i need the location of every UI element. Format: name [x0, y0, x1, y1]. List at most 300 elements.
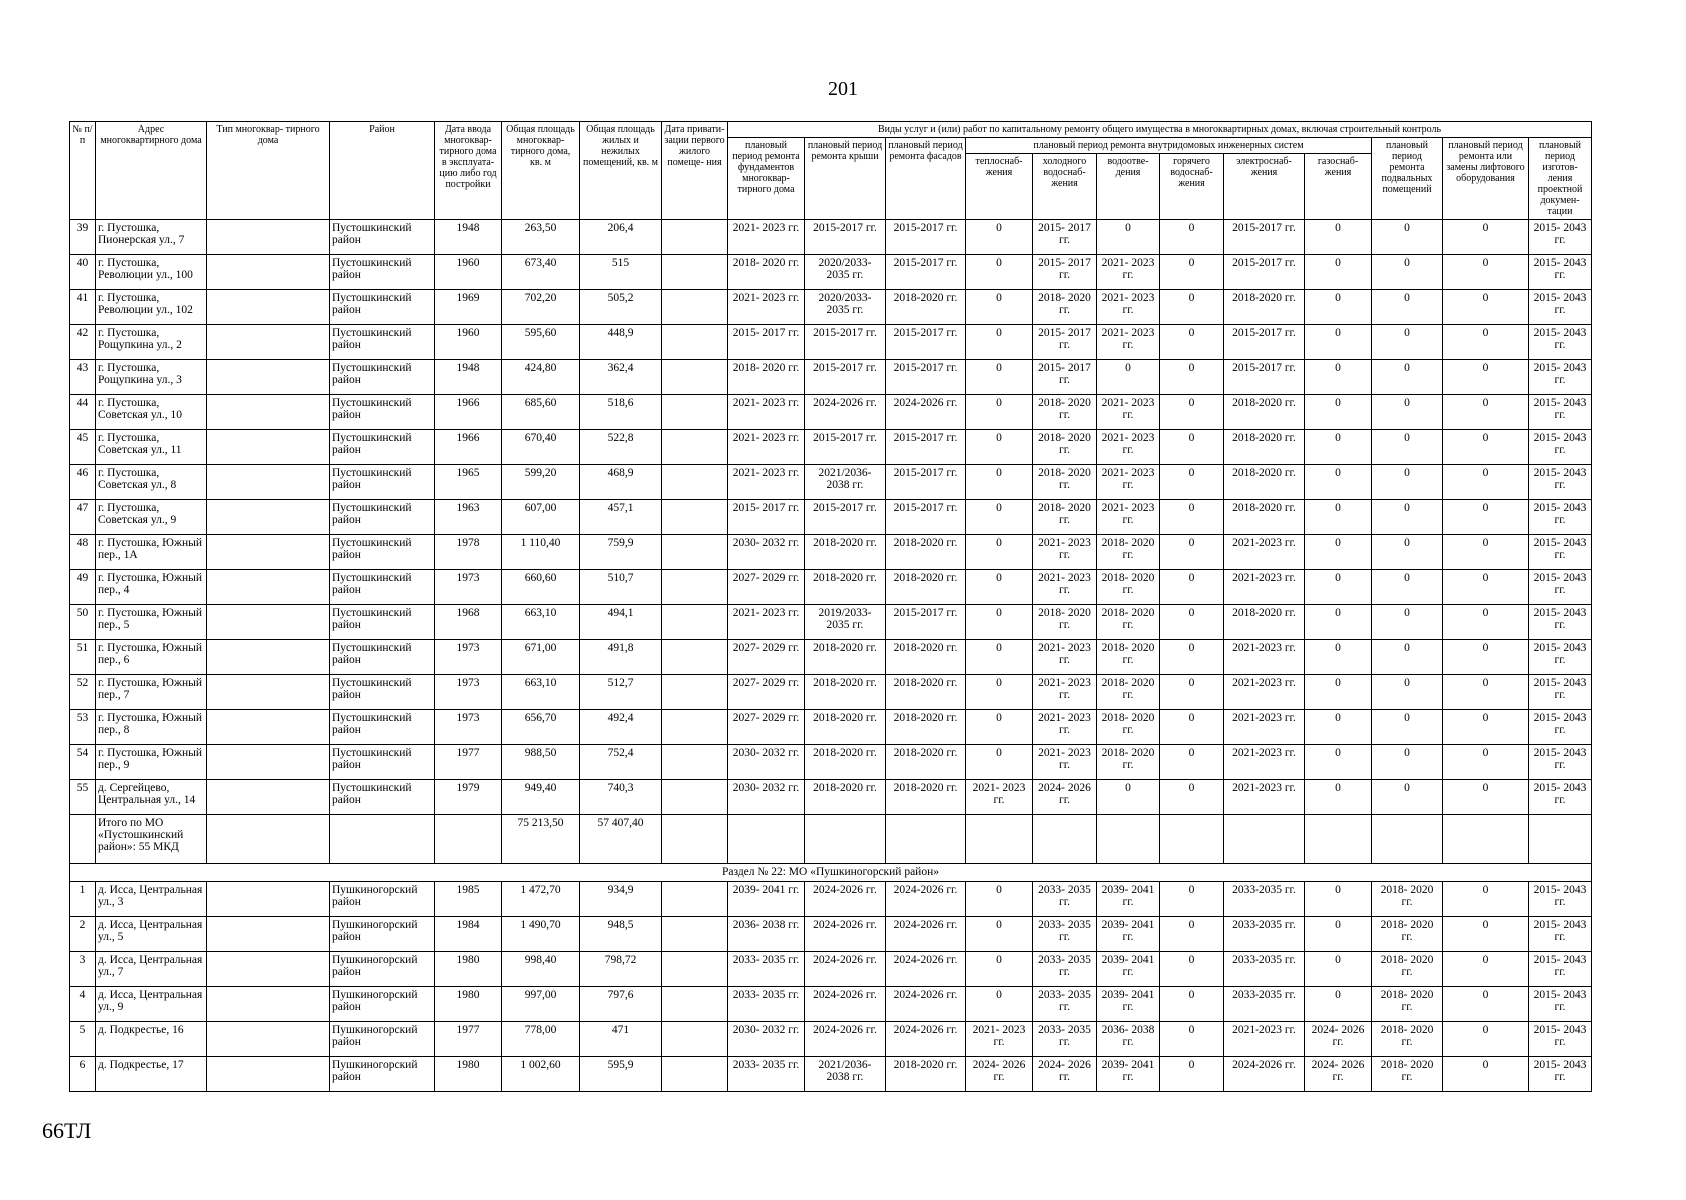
- row-cold-water: 2018- 2020 гг.: [1033, 500, 1097, 535]
- row-foundation: 2030- 2032 гг.: [728, 780, 805, 815]
- row-year: 1984: [435, 917, 502, 952]
- row-heat: 0: [966, 745, 1033, 780]
- row-address: д. Подкрестье, 16: [96, 1022, 207, 1057]
- row-address: г. Пустошка, Рощупкина ул., 2: [96, 325, 207, 360]
- row-hot-water: 0: [1160, 745, 1224, 780]
- row-basement: 0: [1372, 710, 1443, 745]
- row-privatization: [662, 882, 728, 917]
- row-elevator: 0: [1443, 465, 1529, 500]
- header-gas: газоснаб- жения: [1305, 154, 1372, 220]
- row-roof: 2018-2020 гг.: [805, 640, 886, 675]
- row-elevator: 0: [1443, 605, 1529, 640]
- row-foundation: 2030- 2032 гг.: [728, 535, 805, 570]
- row-year: 1977: [435, 745, 502, 780]
- row-hot-water: 0: [1160, 535, 1224, 570]
- row-year: 1966: [435, 430, 502, 465]
- row-heat: 0: [966, 290, 1033, 325]
- row-living-area: 522,8: [580, 430, 662, 465]
- header-systems-group: плановый период ремонта внутридомовых инженерных систем: [966, 138, 1372, 154]
- row-basement: 0: [1372, 325, 1443, 360]
- row-design-docs: 2015- 2043 гг.: [1529, 952, 1592, 987]
- row-cold-water: 2015- 2017 гг.: [1033, 220, 1097, 255]
- row-facade: 2018-2020 гг.: [886, 675, 966, 710]
- table-row: [70, 570, 1592, 605]
- row-year: 1966: [435, 395, 502, 430]
- row-drainage: 2018- 2020 гг.: [1097, 675, 1160, 710]
- row-drainage: 0: [1097, 220, 1160, 255]
- total-empty-cell: [330, 815, 435, 864]
- row-type: [207, 500, 330, 535]
- row-foundation: 2033- 2035 гг.: [728, 1057, 805, 1092]
- row-electric: 2021-2023 гг.: [1224, 640, 1305, 675]
- total-empty-cell: [1160, 815, 1224, 864]
- row-district: Пустошкинский район: [330, 570, 435, 605]
- row-number: 44: [70, 395, 96, 430]
- row-cold-water: 2024- 2026 гг.: [1033, 780, 1097, 815]
- row-address: г. Пустошка, Южный пер., 1А: [96, 535, 207, 570]
- row-drainage: 2018- 2020 гг.: [1097, 570, 1160, 605]
- row-design-docs: 2015- 2043 гг.: [1529, 710, 1592, 745]
- row-type: [207, 1022, 330, 1057]
- row-total-area: 595,60: [502, 325, 580, 360]
- row-design-docs: 2015- 2043 гг.: [1529, 987, 1592, 1022]
- row-number: 6: [70, 1057, 96, 1092]
- table-row: [70, 1057, 1592, 1092]
- row-living-area: 797,6: [580, 987, 662, 1022]
- row-privatization: [662, 290, 728, 325]
- row-facade: 2015-2017 гг.: [886, 255, 966, 290]
- row-drainage: 2018- 2020 гг.: [1097, 745, 1160, 780]
- row-total-area: 660,60: [502, 570, 580, 605]
- total-empty-cell: [805, 815, 886, 864]
- row-heat: 0: [966, 987, 1033, 1022]
- row-type: [207, 640, 330, 675]
- row-number: 3: [70, 952, 96, 987]
- row-total-area: 263,50: [502, 220, 580, 255]
- row-district: Пушкиногорский район: [330, 882, 435, 917]
- row-foundation: 2018- 2020 гг.: [728, 255, 805, 290]
- row-drainage: 2039- 2041 гг.: [1097, 1057, 1160, 1092]
- row-district: Пустошкинский район: [330, 430, 435, 465]
- row-foundation: 2021- 2023 гг.: [728, 395, 805, 430]
- row-elevator: 0: [1443, 987, 1529, 1022]
- row-elevator: 0: [1443, 290, 1529, 325]
- row-foundation: 2021- 2023 гг.: [728, 290, 805, 325]
- row-district: Пустошкинский район: [330, 535, 435, 570]
- row-elevator: 0: [1443, 1022, 1529, 1057]
- row-foundation: 2027- 2029 гг.: [728, 570, 805, 605]
- row-elevator: 0: [1443, 500, 1529, 535]
- row-gas: 0: [1305, 640, 1372, 675]
- row-total-area: 663,10: [502, 675, 580, 710]
- row-facade: 2024-2026 гг.: [886, 952, 966, 987]
- total-empty-cell: [1305, 815, 1372, 864]
- row-cold-water: 2018- 2020 гг.: [1033, 465, 1097, 500]
- row-roof: 2015-2017 гг.: [805, 325, 886, 360]
- row-year: 1948: [435, 360, 502, 395]
- row-basement: 0: [1372, 640, 1443, 675]
- row-electric: 2018-2020 гг.: [1224, 605, 1305, 640]
- row-foundation: 2021- 2023 гг.: [728, 430, 805, 465]
- row-basement: 0: [1372, 535, 1443, 570]
- row-foundation: 2030- 2032 гг.: [728, 1022, 805, 1057]
- row-gas: 0: [1305, 780, 1372, 815]
- header-foundation: плановый период ремонта фундаментов многоквар- тирного дома: [728, 138, 805, 220]
- total-living-area: 57 407,40: [580, 815, 662, 864]
- row-electric: 2018-2020 гг.: [1224, 500, 1305, 535]
- row-district: Пустошкинский район: [330, 220, 435, 255]
- table-row: [70, 710, 1592, 745]
- row-gas: 0: [1305, 465, 1372, 500]
- row-basement: 2018- 2020 гг.: [1372, 1057, 1443, 1092]
- row-electric: 2021-2023 гг.: [1224, 745, 1305, 780]
- row-electric: 2033-2035 гг.: [1224, 952, 1305, 987]
- row-living-area: 491,8: [580, 640, 662, 675]
- table-row: [70, 535, 1592, 570]
- row-design-docs: 2015- 2043 гг.: [1529, 500, 1592, 535]
- row-number: 41: [70, 290, 96, 325]
- section-row: [70, 864, 1592, 882]
- header-type: Тип многоквар- тирного дома: [207, 122, 330, 220]
- row-address: г. Пустошка, Южный пер., 7: [96, 675, 207, 710]
- row-gas: 0: [1305, 882, 1372, 917]
- total-empty-cell: [1529, 815, 1592, 864]
- row-drainage: 2018- 2020 гг.: [1097, 535, 1160, 570]
- row-drainage: 2018- 2020 гг.: [1097, 710, 1160, 745]
- row-type: [207, 395, 330, 430]
- row-address: г. Пустошка, Революции ул., 102: [96, 290, 207, 325]
- row-district: Пустошкинский район: [330, 640, 435, 675]
- row-type: [207, 535, 330, 570]
- row-living-area: 206,4: [580, 220, 662, 255]
- row-hot-water: 0: [1160, 465, 1224, 500]
- row-number: 46: [70, 465, 96, 500]
- row-cold-water: 2015- 2017 гг.: [1033, 255, 1097, 290]
- table-body-pushkinogorsk: [70, 882, 1592, 1092]
- row-living-area: 492,4: [580, 710, 662, 745]
- row-hot-water: 0: [1160, 640, 1224, 675]
- row-type: [207, 917, 330, 952]
- table-row: [70, 675, 1592, 710]
- row-district: Пустошкинский район: [330, 395, 435, 430]
- row-facade: 2018-2020 гг.: [886, 1057, 966, 1092]
- row-roof: 2021/2036- 2038 гг.: [805, 1057, 886, 1092]
- row-roof: 2018-2020 гг.: [805, 780, 886, 815]
- header-drainage: водоотве- дения: [1097, 154, 1160, 220]
- row-basement: 0: [1372, 605, 1443, 640]
- row-facade: 2024-2026 гг.: [886, 1022, 966, 1057]
- row-drainage: 2021- 2023 гг.: [1097, 465, 1160, 500]
- row-type: [207, 570, 330, 605]
- row-drainage: 2018- 2020 гг.: [1097, 640, 1160, 675]
- row-cold-water: 2015- 2017 гг.: [1033, 325, 1097, 360]
- row-district: Пустошкинский район: [330, 360, 435, 395]
- row-electric: 2033-2035 гг.: [1224, 987, 1305, 1022]
- row-roof: 2024-2026 гг.: [805, 1022, 886, 1057]
- row-privatization: [662, 952, 728, 987]
- row-total-area: 663,10: [502, 605, 580, 640]
- total-empty-cell: [662, 815, 728, 864]
- row-number: 53: [70, 710, 96, 745]
- row-elevator: 0: [1443, 675, 1529, 710]
- row-electric: 2015-2017 гг.: [1224, 360, 1305, 395]
- row-gas: 0: [1305, 500, 1372, 535]
- row-privatization: [662, 220, 728, 255]
- row-facade: 2024-2026 гг.: [886, 882, 966, 917]
- row-privatization: [662, 710, 728, 745]
- row-cold-water: 2018- 2020 гг.: [1033, 395, 1097, 430]
- row-address: г. Пустошка, Советская ул., 10: [96, 395, 207, 430]
- row-address: г. Пустошка, Советская ул., 8: [96, 465, 207, 500]
- row-district: Пустошкинский район: [330, 675, 435, 710]
- header-basement: плановый период ремонта подвальных помещений: [1372, 138, 1443, 220]
- row-basement: 0: [1372, 500, 1443, 535]
- row-total-area: 1 472,70: [502, 882, 580, 917]
- total-empty-cell: [207, 815, 330, 864]
- row-living-area: 512,7: [580, 675, 662, 710]
- row-basement: 0: [1372, 675, 1443, 710]
- row-total-area: 778,00: [502, 1022, 580, 1057]
- row-basement: 2018- 2020 гг.: [1372, 952, 1443, 987]
- total-num-cell: [70, 815, 96, 864]
- row-roof: 2018-2020 гг.: [805, 745, 886, 780]
- header-district: Район: [330, 122, 435, 220]
- row-year: 1980: [435, 1057, 502, 1092]
- row-foundation: 2027- 2029 гг.: [728, 710, 805, 745]
- row-electric: 2021-2023 гг.: [1224, 535, 1305, 570]
- total-area: 75 213,50: [502, 815, 580, 864]
- row-type: [207, 952, 330, 987]
- row-basement: 0: [1372, 220, 1443, 255]
- row-total-area: 685,60: [502, 395, 580, 430]
- row-year: 1973: [435, 675, 502, 710]
- table-row: [70, 430, 1592, 465]
- row-elevator: 0: [1443, 640, 1529, 675]
- row-privatization: [662, 1057, 728, 1092]
- row-privatization: [662, 640, 728, 675]
- row-design-docs: 2015- 2043 гг.: [1529, 430, 1592, 465]
- row-cold-water: 2024- 2026 гг.: [1033, 1057, 1097, 1092]
- row-heat: 0: [966, 570, 1033, 605]
- row-electric: 2018-2020 гг.: [1224, 430, 1305, 465]
- row-district: Пушкиногорский район: [330, 1022, 435, 1057]
- table-row: [70, 220, 1592, 255]
- row-hot-water: 0: [1160, 605, 1224, 640]
- row-electric: 2021-2023 гг.: [1224, 675, 1305, 710]
- row-drainage: 2039- 2041 гг.: [1097, 952, 1160, 987]
- table-row: [70, 987, 1592, 1022]
- total-empty-cell: [1443, 815, 1529, 864]
- row-privatization: [662, 395, 728, 430]
- row-heat: 0: [966, 952, 1033, 987]
- table-row: [70, 325, 1592, 360]
- row-gas: 0: [1305, 220, 1372, 255]
- row-electric: 2018-2020 гг.: [1224, 465, 1305, 500]
- row-hot-water: 0: [1160, 255, 1224, 290]
- row-address: д. Подкрестье, 17: [96, 1057, 207, 1092]
- row-drainage: 2021- 2023 гг.: [1097, 325, 1160, 360]
- row-total-area: 599,20: [502, 465, 580, 500]
- row-district: Пустошкинский район: [330, 465, 435, 500]
- row-type: [207, 255, 330, 290]
- row-heat: 0: [966, 430, 1033, 465]
- row-heat: 2021- 2023 гг.: [966, 780, 1033, 815]
- total-empty-cell: [1033, 815, 1097, 864]
- row-living-area: 448,9: [580, 325, 662, 360]
- row-elevator: 0: [1443, 1057, 1529, 1092]
- row-gas: 0: [1305, 360, 1372, 395]
- row-design-docs: 2015- 2043 гг.: [1529, 745, 1592, 780]
- row-foundation: 2039- 2041 гг.: [728, 882, 805, 917]
- row-cold-water: 2021- 2023 гг.: [1033, 535, 1097, 570]
- row-roof: 2021/2036- 2038 гг.: [805, 465, 886, 500]
- row-hot-water: 0: [1160, 430, 1224, 465]
- row-type: [207, 675, 330, 710]
- row-year: 1979: [435, 780, 502, 815]
- row-privatization: [662, 535, 728, 570]
- row-year: 1980: [435, 987, 502, 1022]
- row-district: Пушкиногорский район: [330, 987, 435, 1022]
- table-row: [70, 882, 1592, 917]
- row-hot-water: 0: [1160, 290, 1224, 325]
- row-facade: 2015-2017 гг.: [886, 220, 966, 255]
- row-privatization: [662, 605, 728, 640]
- row-hot-water: 0: [1160, 675, 1224, 710]
- row-hot-water: 0: [1160, 987, 1224, 1022]
- row-design-docs: 2015- 2043 гг.: [1529, 465, 1592, 500]
- row-elevator: 0: [1443, 325, 1529, 360]
- row-drainage: 0: [1097, 360, 1160, 395]
- total-empty-cell: [435, 815, 502, 864]
- row-heat: 0: [966, 395, 1033, 430]
- row-hot-water: 0: [1160, 570, 1224, 605]
- row-number: 39: [70, 220, 96, 255]
- header-num: № п/п: [70, 122, 96, 220]
- row-basement: 2018- 2020 гг.: [1372, 882, 1443, 917]
- row-hot-water: 0: [1160, 780, 1224, 815]
- row-elevator: 0: [1443, 220, 1529, 255]
- row-hot-water: 0: [1160, 500, 1224, 535]
- row-heat: 0: [966, 465, 1033, 500]
- row-drainage: 2018- 2020 гг.: [1097, 605, 1160, 640]
- row-facade: 2015-2017 гг.: [886, 465, 966, 500]
- row-living-area: 362,4: [580, 360, 662, 395]
- row-elevator: 0: [1443, 780, 1529, 815]
- row-design-docs: 2015- 2043 гг.: [1529, 640, 1592, 675]
- row-cold-water: 2021- 2023 гг.: [1033, 640, 1097, 675]
- row-facade: 2024-2026 гг.: [886, 987, 966, 1022]
- row-roof: 2015-2017 гг.: [805, 500, 886, 535]
- row-facade: 2018-2020 гг.: [886, 710, 966, 745]
- row-roof: 2020/2033- 2035 гг.: [805, 290, 886, 325]
- row-privatization: [662, 255, 728, 290]
- row-hot-water: 0: [1160, 1057, 1224, 1092]
- row-elevator: 0: [1443, 535, 1529, 570]
- row-facade: 2018-2020 гг.: [886, 570, 966, 605]
- table-row: [70, 640, 1592, 675]
- row-elevator: 0: [1443, 570, 1529, 605]
- row-privatization: [662, 987, 728, 1022]
- row-type: [207, 1057, 330, 1092]
- row-living-area: 505,2: [580, 290, 662, 325]
- row-foundation: 2027- 2029 гг.: [728, 640, 805, 675]
- row-year: 1965: [435, 465, 502, 500]
- row-living-area: 468,9: [580, 465, 662, 500]
- row-elevator: 0: [1443, 745, 1529, 780]
- row-gas: 2024- 2026 гг.: [1305, 1022, 1372, 1057]
- row-year: 1969: [435, 290, 502, 325]
- row-roof: 2015-2017 гг.: [805, 360, 886, 395]
- row-year: 1985: [435, 882, 502, 917]
- row-facade: 2018-2020 гг.: [886, 535, 966, 570]
- row-type: [207, 290, 330, 325]
- row-heat: 0: [966, 605, 1033, 640]
- row-roof: 2024-2026 гг.: [805, 917, 886, 952]
- row-address: г. Пустошка, Южный пер., 5: [96, 605, 207, 640]
- row-privatization: [662, 917, 728, 952]
- row-elevator: 0: [1443, 395, 1529, 430]
- row-foundation: 2027- 2029 гг.: [728, 675, 805, 710]
- row-heat: 0: [966, 710, 1033, 745]
- row-number: 49: [70, 570, 96, 605]
- header-living-area: Общая площадь жилых и нежилых помещений, кв. м: [580, 122, 662, 220]
- row-electric: 2018-2020 гг.: [1224, 290, 1305, 325]
- row-cold-water: 2033- 2035 гг.: [1033, 987, 1097, 1022]
- row-number: 47: [70, 500, 96, 535]
- row-gas: 0: [1305, 605, 1372, 640]
- row-year: 1968: [435, 605, 502, 640]
- row-elevator: 0: [1443, 710, 1529, 745]
- row-roof: 2024-2026 гг.: [805, 987, 886, 1022]
- row-address: д. Сергейцево, Центральная ул., 14: [96, 780, 207, 815]
- row-total-area: 1 490,70: [502, 917, 580, 952]
- capital-repair-table: [69, 121, 1592, 1092]
- table-row: [70, 605, 1592, 640]
- row-basement: 0: [1372, 465, 1443, 500]
- total-empty-cell: [1372, 815, 1443, 864]
- row-privatization: [662, 430, 728, 465]
- row-gas: 0: [1305, 325, 1372, 360]
- row-total-area: 424,80: [502, 360, 580, 395]
- total-empty-cell: [1097, 815, 1160, 864]
- row-heat: 0: [966, 882, 1033, 917]
- row-address: г. Пустошка, Революции ул., 100: [96, 255, 207, 290]
- row-foundation: 2018- 2020 гг.: [728, 360, 805, 395]
- row-electric: 2021-2023 гг.: [1224, 780, 1305, 815]
- row-facade: 2024-2026 гг.: [886, 395, 966, 430]
- row-address: г. Пустошка, Пионерская ул., 7: [96, 220, 207, 255]
- row-design-docs: 2015- 2043 гг.: [1529, 1022, 1592, 1057]
- row-roof: 2018-2020 гг.: [805, 710, 886, 745]
- row-address: г. Пустошка, Рощупкина ул., 3: [96, 360, 207, 395]
- row-electric: 2021-2023 гг.: [1224, 710, 1305, 745]
- row-number: 5: [70, 1022, 96, 1057]
- row-gas: 0: [1305, 745, 1372, 780]
- row-facade: 2015-2017 гг.: [886, 325, 966, 360]
- row-facade: 2015-2017 гг.: [886, 360, 966, 395]
- row-elevator: 0: [1443, 882, 1529, 917]
- row-foundation: 2021- 2023 гг.: [728, 605, 805, 640]
- row-roof: 2018-2020 гг.: [805, 570, 886, 605]
- row-design-docs: 2015- 2043 гг.: [1529, 360, 1592, 395]
- row-drainage: 2039- 2041 гг.: [1097, 882, 1160, 917]
- row-number: 45: [70, 430, 96, 465]
- row-total-area: 988,50: [502, 745, 580, 780]
- row-living-area: 515: [580, 255, 662, 290]
- row-heat: 0: [966, 500, 1033, 535]
- row-total-area: 671,00: [502, 640, 580, 675]
- row-elevator: 0: [1443, 952, 1529, 987]
